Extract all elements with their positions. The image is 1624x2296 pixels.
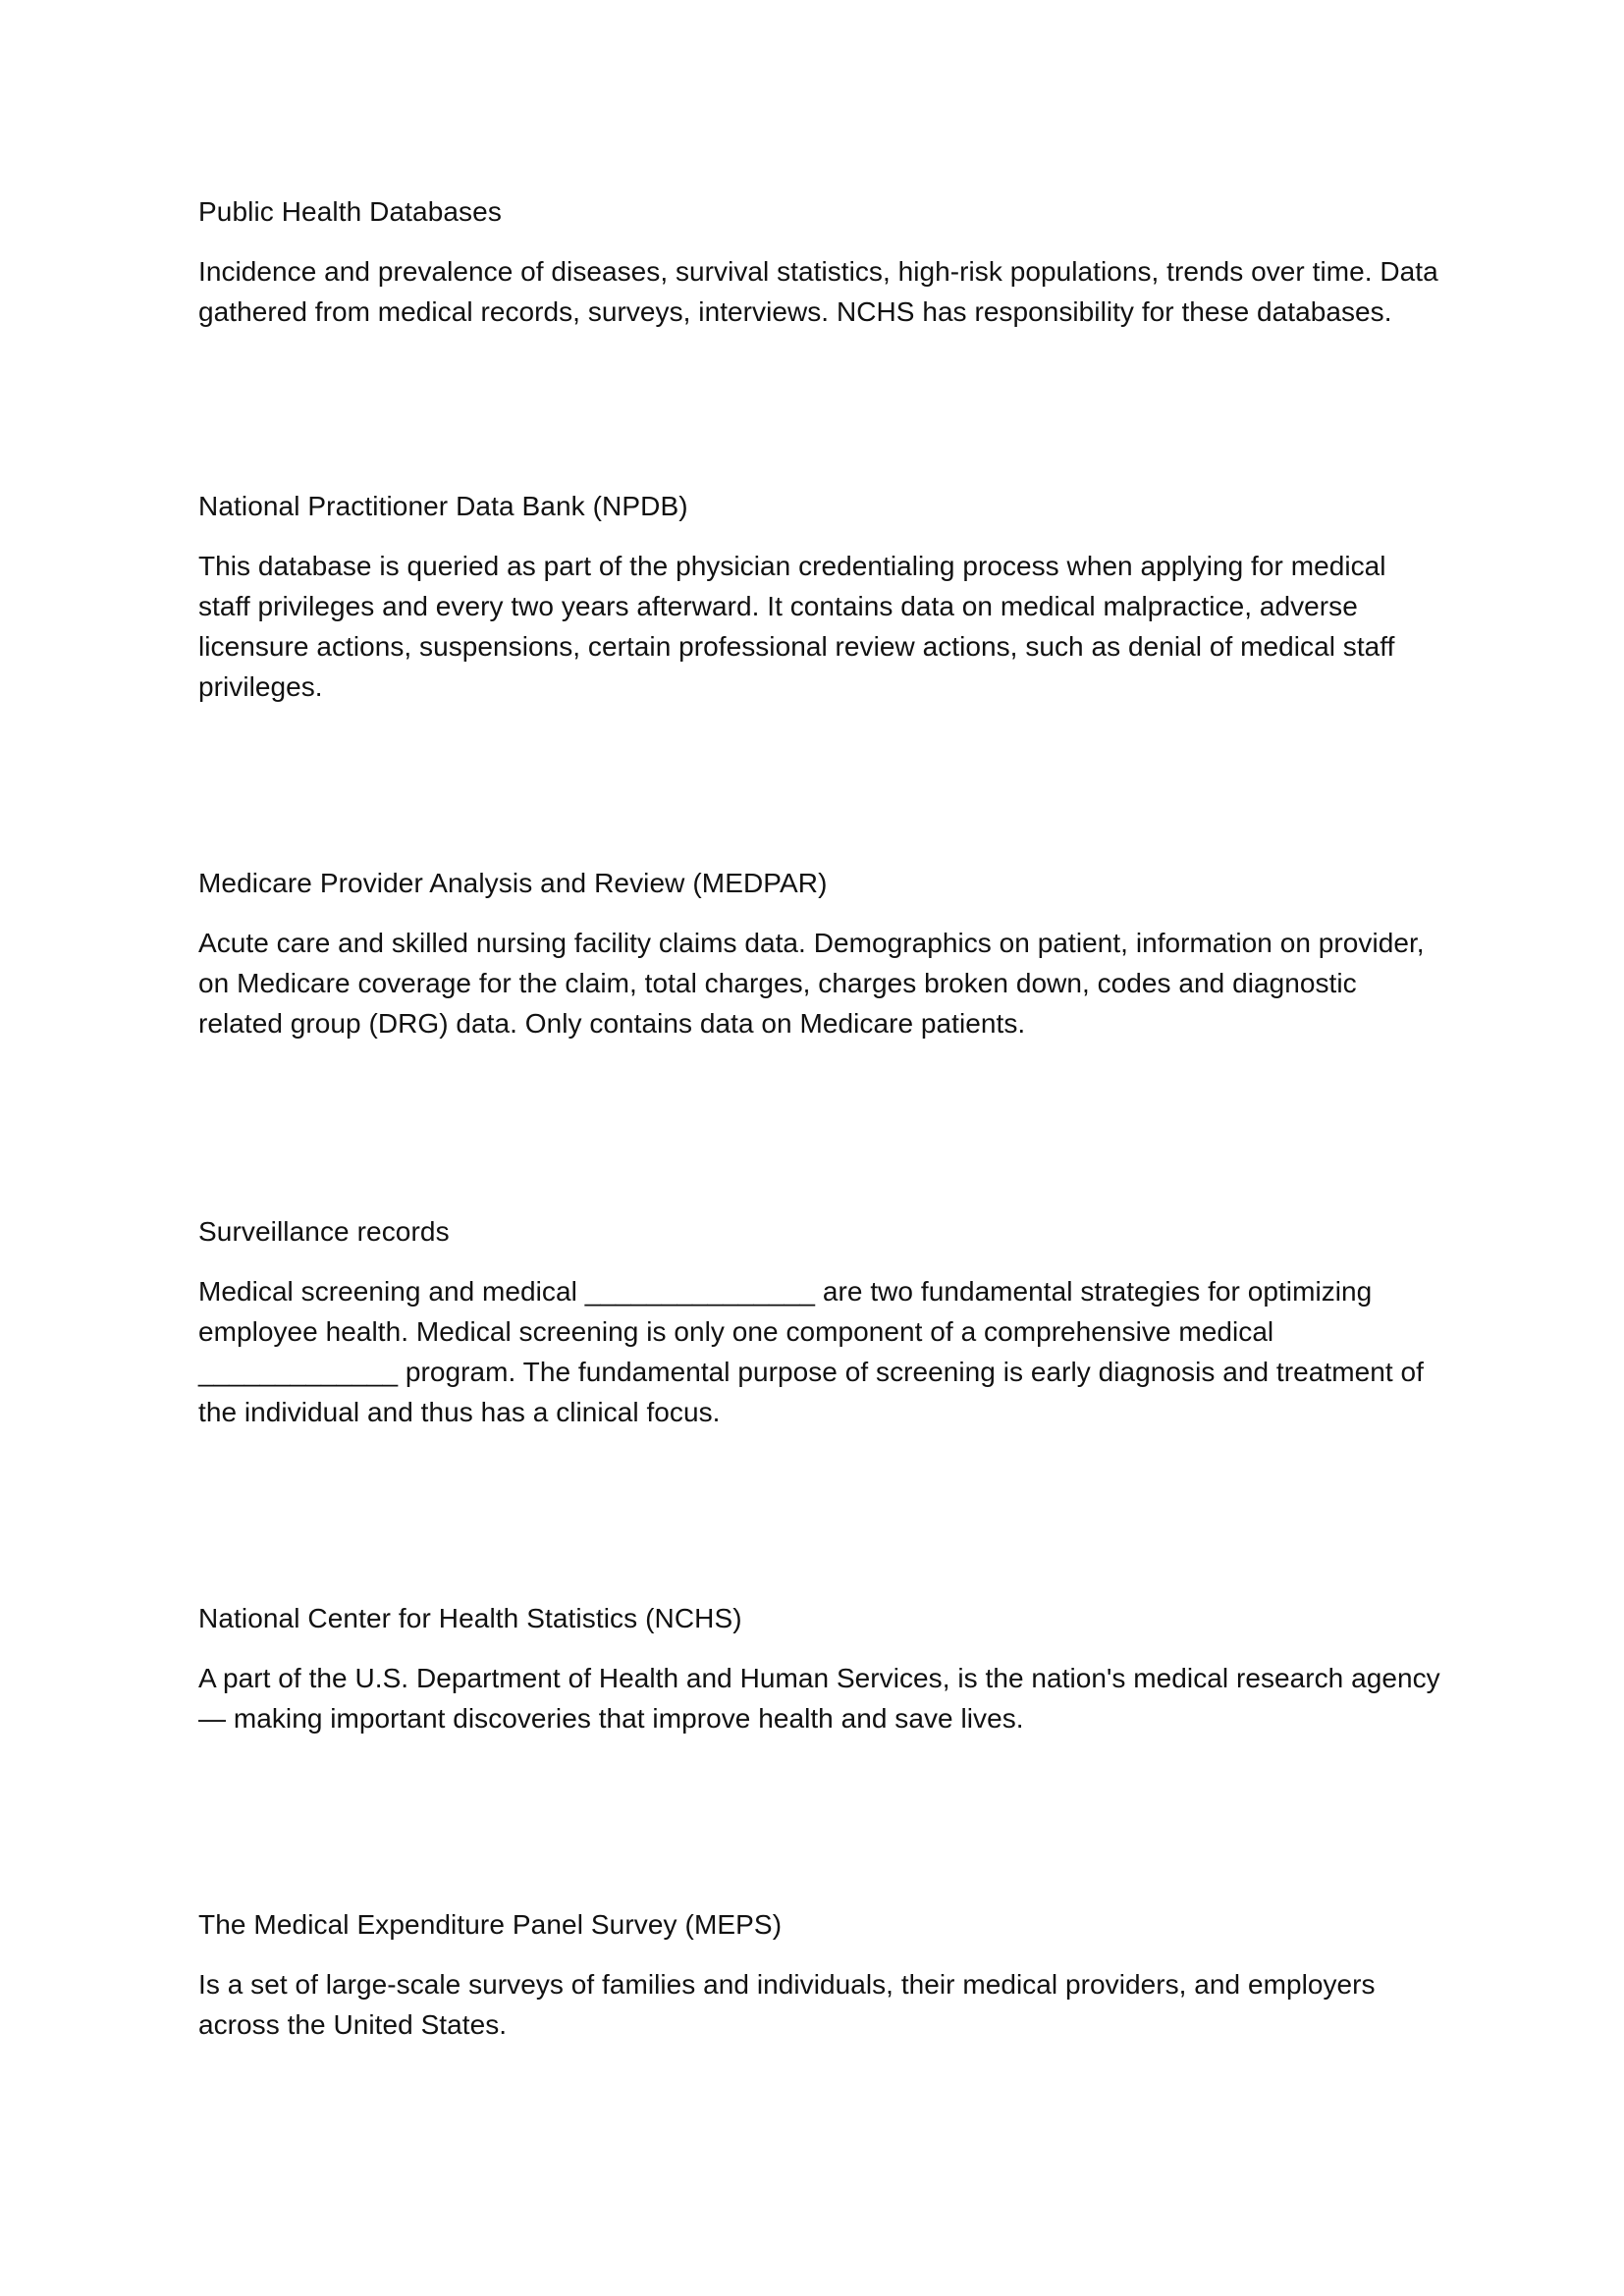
entry-body: Is a set of large-scale surveys of families and individuals, their medical providers, and employers across the United States. bbox=[198, 1969, 1376, 2040]
entry-body: Incidence and prevalence of diseases, survival statistics, high-risk populations, trends over time. Data gathered from medical records, surveys, interviews. NCHS has responsibility for these databases. bbox=[198, 256, 1438, 327]
entry-title: National Center for Health Statistics (NCHS) bbox=[198, 1603, 742, 1633]
entry-title: Public Health Databases bbox=[198, 196, 502, 227]
document-content bbox=[198, 192, 1445, 2045]
entry-title: Medicare Provider Analysis and Review (MEDPAR) bbox=[198, 868, 828, 898]
entry-title: National Practitioner Data Bank (NPDB) bbox=[198, 491, 688, 521]
entry-medpar bbox=[198, 864, 1445, 1043]
section-spacer bbox=[198, 1043, 1445, 1212]
entry-body: Medical screening and medical _______________ are two fundamental strategies for optimizing employee health. Medical screening is only one component of a comprehensive medical _____________ program. The fundamental purpose of screening is early diagnosis and treatment of the individual and thus has a clinical focus. bbox=[198, 1276, 1424, 1427]
section-spacer bbox=[198, 1432, 1445, 1599]
entry-body: A part of the U.S. Department of Health and Human Services, is the nation's medical research agency — making important discoveries that improve health and save lives. bbox=[198, 1663, 1440, 1734]
entry-nchs bbox=[198, 1599, 1445, 1738]
section-spacer bbox=[198, 1738, 1445, 1905]
entry-meps bbox=[198, 1905, 1445, 2045]
section-spacer bbox=[198, 332, 1445, 487]
entry-title: Surveillance records bbox=[198, 1216, 450, 1247]
entry-body: Acute care and skilled nursing facility claims data. Demographics on patient, information on provider, on Medicare coverage for the claim, total charges, charges broken down, codes and diagnostic related group (DRG) data. Only contains data on Medicare patients. bbox=[198, 928, 1425, 1039]
entry-body: This database is queried as part of the physician credentialing process when applying for medical staff privileges and every two years afterward. It contains data on medical malpractice, adverse licensure actions, suspensions, certain professional review actions, such as denial of medical staff privileges. bbox=[198, 551, 1395, 702]
entry-title: The Medical Expenditure Panel Survey (MEPS) bbox=[198, 1909, 783, 1940]
entry-surveillance-records bbox=[198, 1212, 1445, 1432]
entry-npdb bbox=[198, 487, 1445, 707]
section-spacer bbox=[198, 707, 1445, 864]
entry-public-health-databases bbox=[198, 192, 1445, 332]
